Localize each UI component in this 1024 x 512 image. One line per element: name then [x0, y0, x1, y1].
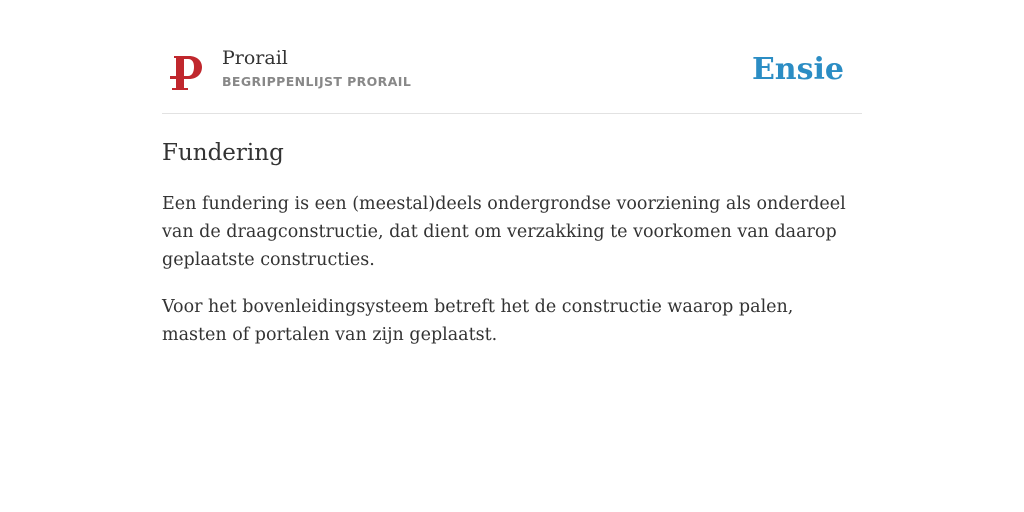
page — [162, 0, 862, 349]
ensie-logo[interactable]: Ensie — [751, 52, 844, 87]
prorail-logo-icon[interactable] — [168, 53, 204, 91]
header — [162, 46, 862, 114]
definition-paragraph: Voor het bovenleidingsysteem betreft het de constructie waarop palen, masten of portalen van zijn geplaatst. — [162, 297, 794, 345]
org-name[interactable]: Prorail — [222, 47, 288, 69]
page-title: Fundering — [162, 140, 284, 166]
definition-paragraph: Een fundering is een (meestal)deels ondergrondse voorziening als onderdeel van de draagconstructie, dat dient om verzakking te voorkomen van daarop geplaatste constructies. — [162, 194, 846, 270]
glossary-subtitle[interactable]: BEGRIPPENLIJST PRORAIL — [222, 74, 412, 89]
